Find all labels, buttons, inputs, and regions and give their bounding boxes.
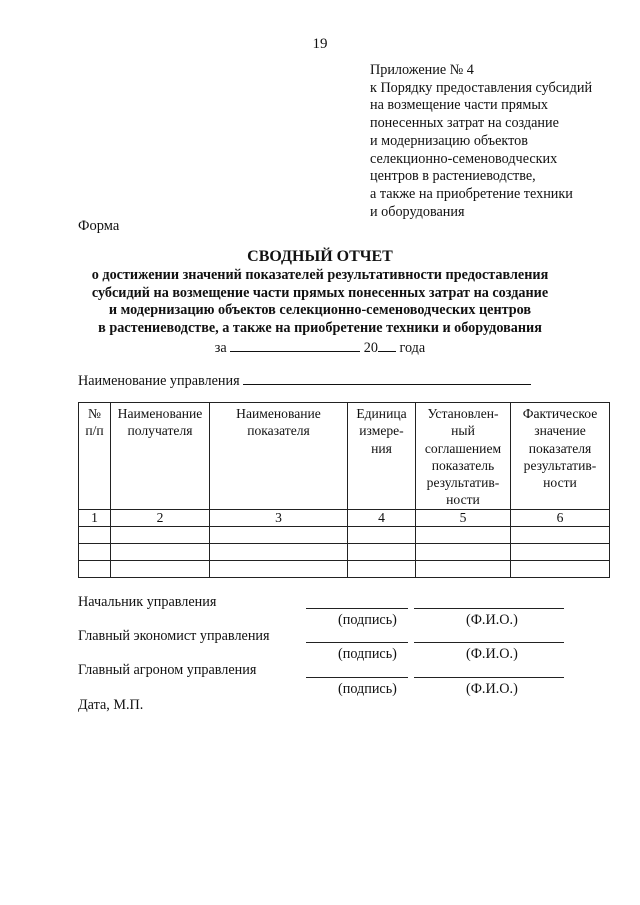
report-period (0, 339, 640, 357)
empty-cell[interactable] (111, 561, 210, 578)
header-cell-indicator: Наименование показателя (210, 403, 348, 510)
name-line[interactable] (414, 642, 564, 643)
management-name-field[interactable] (243, 372, 531, 385)
appendix-line: понесенных затрат на создание (370, 115, 559, 132)
column-number: 1 (79, 510, 111, 527)
form-label: Форма (78, 218, 120, 234)
empty-cell[interactable] (416, 561, 511, 578)
appendix-line: к Порядку предоставления субсидий (370, 79, 593, 96)
appendix-note (370, 62, 630, 221)
header-cell-recipient: Наименование получателя (111, 403, 210, 510)
name-line[interactable] (414, 608, 564, 609)
empty-cell[interactable] (79, 527, 111, 544)
column-number: 4 (348, 510, 416, 527)
header-cell-target-value: Установлен- ный соглашением показатель результатив- ности (416, 403, 511, 510)
name-caption: (Ф.И.О.) (466, 646, 518, 662)
header-cell-number: № п/п (79, 403, 111, 510)
table-row (79, 561, 610, 578)
management-label: Наименование управления (78, 373, 240, 389)
column-number: 3 (210, 510, 348, 527)
signature-role: Главный агроном управления (78, 662, 257, 678)
signature-caption: (подпись) (338, 612, 397, 628)
empty-cell[interactable] (79, 544, 111, 561)
subtitle-line: о достижении значений показателей результативности предоставления (91, 267, 549, 283)
subtitle-line: и модернизацию объектов селекционно-семеноводческих центров (108, 302, 532, 319)
report-title: СВОДНЫЙ ОТЧЕТ (247, 248, 393, 265)
empty-cell[interactable] (111, 527, 210, 544)
appendix-line: Приложение № 4 (370, 62, 474, 78)
appendix-line: на возмещение части прямых (370, 97, 548, 114)
empty-cell[interactable] (348, 544, 416, 561)
signature-line[interactable] (306, 677, 408, 678)
date-stamp-label: Дата, М.П. (78, 697, 144, 713)
signature-line[interactable] (306, 642, 408, 643)
period-blank-field[interactable] (230, 339, 360, 352)
empty-cell[interactable] (511, 527, 610, 544)
appendix-line: селекционно-семеноводческих (370, 150, 558, 167)
header-cell-unit: Единица измере- ния (348, 403, 416, 510)
page-number: 19 (312, 36, 328, 52)
empty-cell[interactable] (511, 544, 610, 561)
table-header-row (79, 403, 610, 510)
appendix-line: а также на приобретение техники (370, 185, 573, 202)
year-blank-field[interactable] (378, 339, 396, 352)
column-number-row (79, 510, 610, 527)
empty-cell[interactable] (416, 544, 511, 561)
period-prefix: за (214, 340, 227, 356)
period-suffix: года (399, 340, 426, 356)
signature-caption: (подпись) (338, 681, 397, 697)
name-line[interactable] (414, 677, 564, 678)
empty-cell[interactable] (79, 561, 111, 578)
column-number: 2 (111, 510, 210, 527)
signature-role: Начальник управления (78, 594, 217, 610)
period-year: 20 (363, 340, 378, 356)
empty-cell[interactable] (210, 527, 348, 544)
signature-caption: (подпись) (338, 646, 397, 662)
empty-cell[interactable] (210, 544, 348, 561)
empty-cell[interactable] (348, 561, 416, 578)
column-number: 5 (416, 510, 511, 527)
empty-cell[interactable] (348, 527, 416, 544)
report-table (78, 402, 610, 578)
signature-role: Главный экономист управления (78, 628, 270, 644)
empty-cell[interactable] (111, 544, 210, 561)
management-name-line (78, 372, 531, 390)
table-row (79, 544, 610, 561)
name-caption: (Ф.И.О.) (466, 681, 518, 697)
signature-line[interactable] (306, 608, 408, 609)
empty-cell[interactable] (416, 527, 511, 544)
report-subtitle (0, 267, 640, 337)
appendix-line: и модернизацию объектов (370, 132, 528, 149)
subtitle-line: субсидий на возмещение части прямых понесенных затрат на создание (91, 284, 549, 301)
appendix-line: центров в растениеводстве, (370, 168, 536, 185)
header-cell-actual-value: Фактическое значение показателя результатив- ности (511, 403, 610, 510)
table-row (79, 527, 610, 544)
name-caption: (Ф.И.О.) (466, 612, 518, 628)
empty-cell[interactable] (210, 561, 348, 578)
empty-cell[interactable] (511, 561, 610, 578)
column-number: 6 (511, 510, 610, 527)
subtitle-line: в растениеводстве, а также на приобретение техники и оборудования (98, 319, 542, 336)
appendix-line: и оборудования (370, 203, 465, 220)
